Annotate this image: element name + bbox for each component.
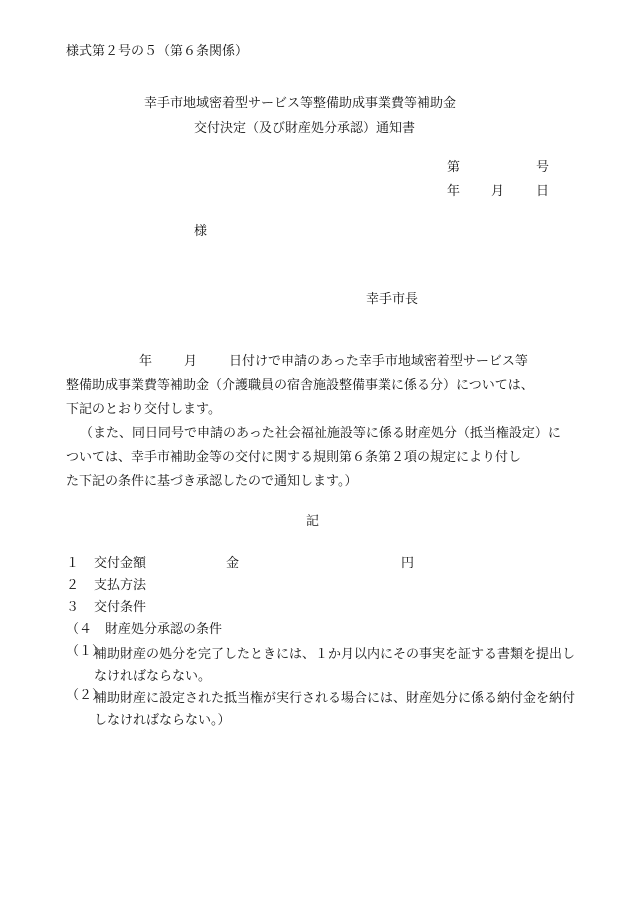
- p1-line3: 下記のとおり交付します。: [66, 402, 221, 417]
- date-year: 年: [447, 184, 461, 199]
- item-3-num: ３: [66, 600, 80, 615]
- p1-line1-rest: 日付けで申請のあった幸手市地域密着型サービス等: [229, 354, 528, 369]
- p2-line1: （また、同日同号で申請のあった社会福祉施設等に係る財産処分（抵当権設定）に: [80, 426, 561, 441]
- p2-line3: た下記の条件に基づき承認したので通知します。）: [66, 474, 358, 489]
- sender: 幸手市長: [366, 292, 419, 307]
- item-1-yen: 円: [401, 556, 415, 571]
- item-1-kin: 金: [226, 556, 240, 571]
- date-day: 日: [536, 184, 550, 199]
- doc-number-go: 号: [536, 160, 550, 175]
- item-1-label: 交付金額: [94, 556, 147, 571]
- addressee-suffix: 様: [194, 224, 208, 239]
- doc-number-dai: 第: [447, 160, 461, 175]
- condition-2-text: 補助財産に設定された抵当権が実行される場合には、財産処分に係る納付金を納付しなければならない。）: [94, 691, 576, 728]
- item-3-label: 交付条件: [94, 600, 147, 615]
- title-line-1: 幸手市地域密着型サービス等整備助成事業費等補助金: [144, 96, 457, 111]
- item-4: （４ 財産処分承認の条件: [66, 622, 223, 637]
- condition-1-num: （１）: [66, 644, 106, 659]
- p1-year: 年: [139, 354, 153, 369]
- condition-2-num: （２）: [66, 688, 106, 703]
- p2-line2: ついては、幸手市補助金等の交付に関する規則第６条第２項の規定により付し: [66, 450, 522, 465]
- item-2-label: 支払方法: [94, 578, 147, 593]
- date-month: 月: [491, 184, 505, 199]
- p1-month: 月: [184, 354, 198, 369]
- item-2-num: ２: [66, 578, 80, 593]
- ki-heading: 記: [306, 514, 320, 529]
- item-1-num: １: [66, 556, 80, 571]
- title-line-2: 交付決定（及び財産処分承認）通知書: [194, 121, 416, 136]
- form-label: 様式第２号の５（第６条関係）: [66, 44, 249, 59]
- p1-line2: 整備助成事業費等補助金（介護職員の宿舎施設整備事業に係る分）については、: [66, 378, 534, 393]
- condition-1-text: 補助財産の処分を完了したときには、１か月以内にその事実を証する書類を提出しなければならない。: [94, 647, 576, 684]
